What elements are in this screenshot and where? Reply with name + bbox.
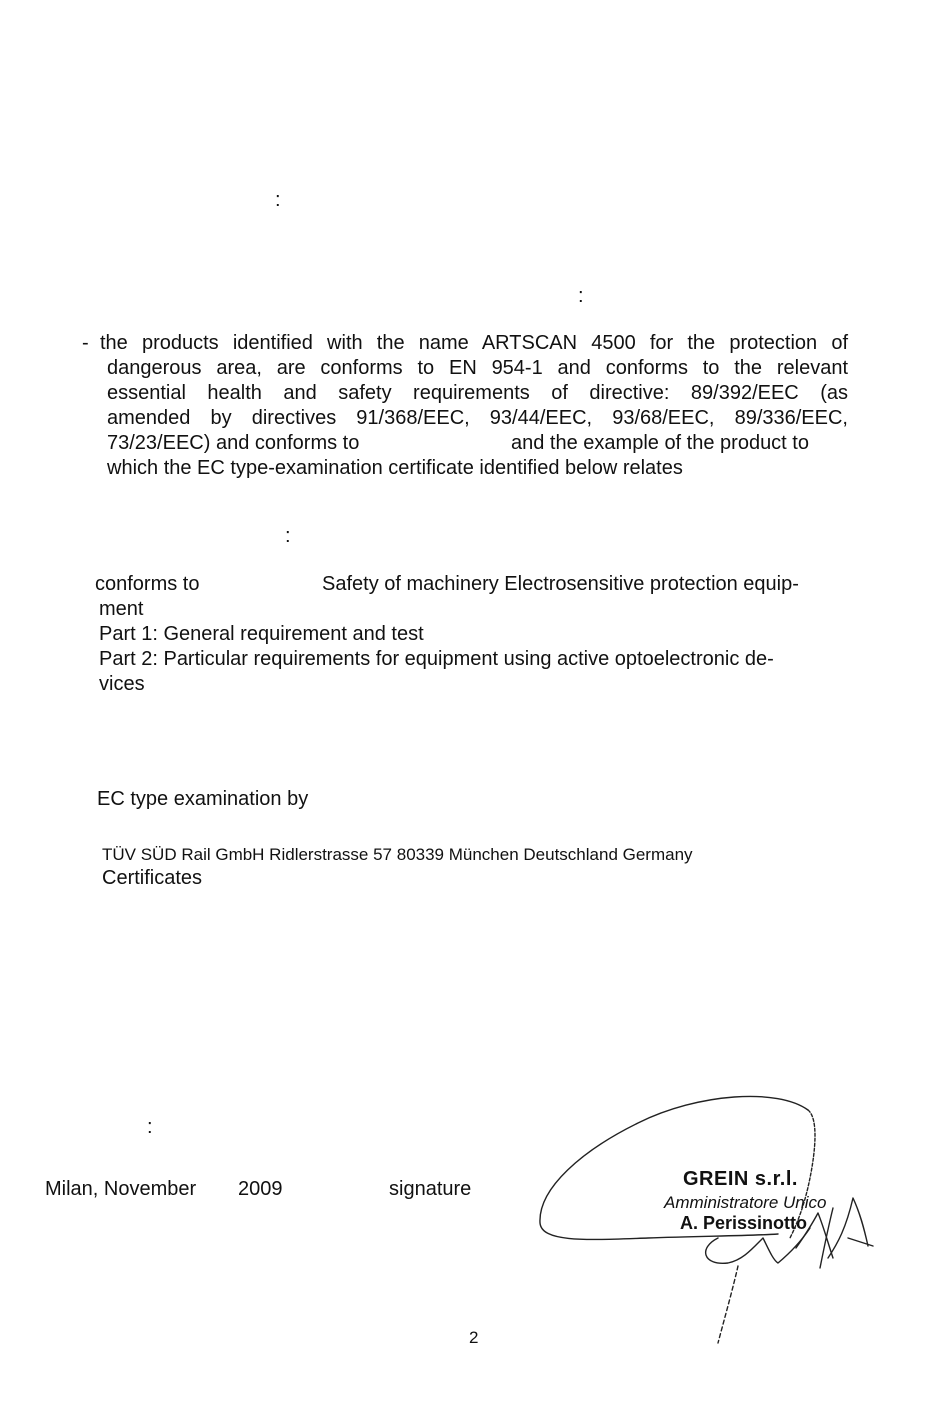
year: 2009	[238, 1178, 283, 1200]
colon-3: :	[285, 525, 291, 547]
declaration-line-5a: 73/23/EEC) and conforms to	[107, 432, 360, 454]
place-date: Milan, November	[45, 1178, 197, 1200]
colon-2: :	[578, 285, 584, 307]
page-number: 2	[469, 1328, 479, 1347]
handwritten-signature-icon	[528, 1088, 878, 1350]
standard-part-2-cont: vices	[99, 673, 145, 695]
declaration-line-3: essential health and safety requirements of directive: 89/392/EEC (as	[107, 382, 848, 404]
declaration-line-2: dangerous area, are conforms to EN 954-1 and conforms to the relevant	[107, 357, 848, 379]
signature-label: signature	[389, 1178, 472, 1200]
declaration-line-6: which the EC type-examination certificate identified below relates	[107, 457, 683, 479]
bullet-dash: -	[82, 332, 89, 354]
stamp-company: GREIN s.r.l.	[683, 1168, 798, 1190]
declaration-line-4: amended by directives 91/368/EEC, 93/44/EEC, 93/68/EEC, 89/336/EEC,	[107, 407, 848, 429]
colon-4: :	[147, 1116, 153, 1138]
standard-part-1: Part 1: General requirement and test	[99, 623, 424, 645]
standard-part-2: Part 2: Particular requirements for equipment using active optoelectronic de-	[99, 648, 774, 670]
standard-title-cont: ment	[99, 598, 144, 620]
certificates-label: Certificates	[102, 867, 203, 889]
notified-body: TÜV SÜD Rail GmbH Ridlerstrasse 57 80339 München Deutschland Germany	[102, 845, 693, 864]
examination-label: EC type examination by	[97, 788, 309, 810]
conforms-to-label: conforms to	[95, 573, 200, 595]
stamp-name: A. Perissinotto	[680, 1213, 808, 1233]
standard-title: Safety of machinery Electrosensitive protection equip-	[322, 573, 799, 595]
declaration-line-1: the products identified with the name ARTSCAN 4500 for the protection of	[100, 332, 848, 354]
company-stamp	[528, 1088, 878, 1350]
colon-1: :	[275, 189, 281, 211]
stamp-role: Amministratore Unico	[664, 1193, 827, 1212]
declaration-line-5b: and the example of the product to	[511, 432, 809, 454]
